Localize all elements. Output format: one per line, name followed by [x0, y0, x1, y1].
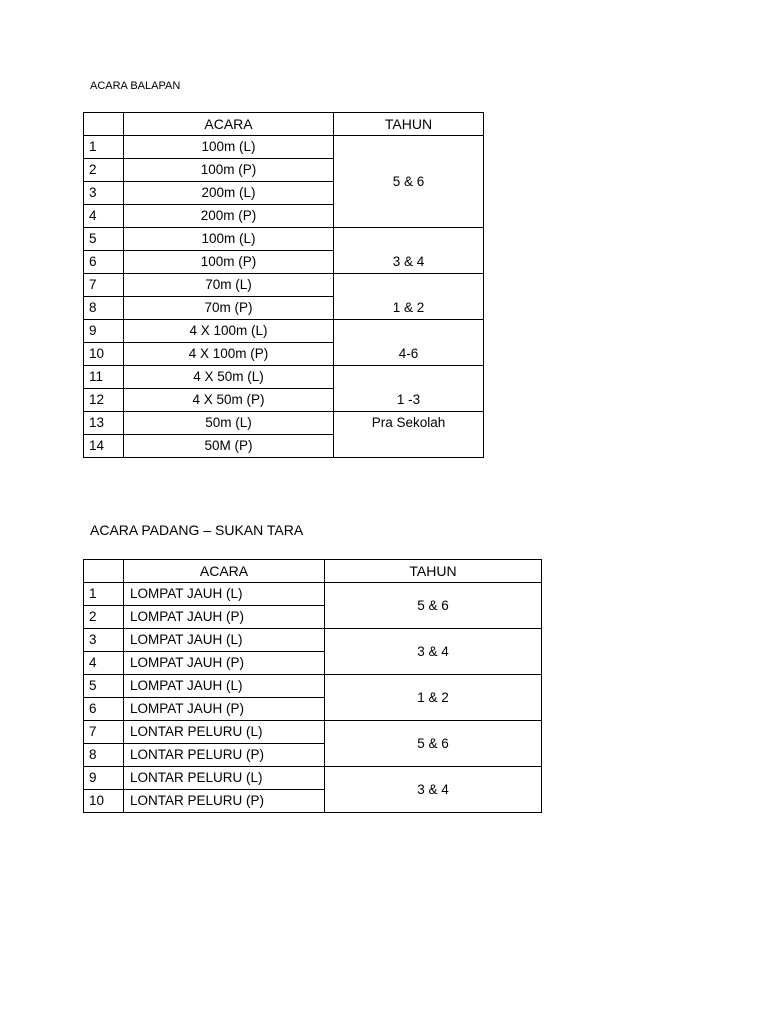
table-row: [84, 583, 542, 606]
row-acara: 100m (L): [124, 228, 334, 251]
tahun-group: 4-6: [334, 320, 484, 366]
balapan-title: ACARA BALAPAN: [90, 80, 181, 92]
table-header-row: [84, 113, 484, 136]
tahun-group: 3 & 4: [325, 767, 542, 813]
row-number: 11: [84, 366, 124, 389]
table-row: [84, 136, 484, 159]
tahun-group: 1 -3: [334, 366, 484, 412]
row-acara: 50M (P): [124, 435, 334, 458]
row-number: 10: [84, 343, 124, 366]
tahun-group: 5 & 6: [325, 583, 542, 629]
balapan-table: [83, 112, 484, 458]
row-number: 3: [84, 182, 124, 205]
row-number: 9: [84, 320, 124, 343]
row-number: 7: [84, 274, 124, 297]
row-number: 6: [84, 251, 124, 274]
row-number: 7: [84, 721, 124, 744]
table-row: [84, 721, 542, 744]
header-no: [84, 113, 124, 136]
row-number: 5: [84, 675, 124, 698]
row-acara: 200m (L): [124, 182, 334, 205]
row-number: 8: [84, 744, 124, 767]
row-acara: LONTAR PELURU (L): [124, 721, 325, 744]
header-acara: ACARA: [124, 560, 325, 583]
row-number: 2: [84, 606, 124, 629]
row-acara: LOMPAT JAUH (L): [124, 629, 325, 652]
row-number: 5: [84, 228, 124, 251]
row-acara: 70m (P): [124, 297, 334, 320]
row-acara: 4 X 100m (L): [124, 320, 334, 343]
row-acara: LONTAR PELURU (L): [124, 767, 325, 790]
row-number: 12: [84, 389, 124, 412]
row-number: 4: [84, 652, 124, 675]
row-acara: LOMPAT JAUH (P): [124, 652, 325, 675]
tahun-group: 5 & 6: [325, 721, 542, 767]
table-row: [84, 228, 484, 251]
row-acara: 200m (P): [124, 205, 334, 228]
row-acara: 50m (L): [124, 412, 334, 435]
table-row: [84, 366, 484, 389]
row-acara: 4 X 50m (P): [124, 389, 334, 412]
row-acara: LOMPAT JAUH (L): [124, 583, 325, 606]
row-number: 2: [84, 159, 124, 182]
row-acara: 4 X 50m (L): [124, 366, 334, 389]
table-row: [84, 320, 484, 343]
row-acara: 4 X 100m (P): [124, 343, 334, 366]
row-acara: LONTAR PELURU (P): [124, 790, 325, 813]
row-number: 9: [84, 767, 124, 790]
padang-table: [83, 559, 542, 813]
header-tahun: TAHUN: [334, 113, 484, 136]
row-acara: LONTAR PELURU (P): [124, 744, 325, 767]
header-acara: ACARA: [124, 113, 334, 136]
row-number: 4: [84, 205, 124, 228]
tahun-group: Pra Sekolah: [334, 412, 484, 458]
row-acara: 100m (L): [124, 136, 334, 159]
table-row: [84, 767, 542, 790]
row-acara: LOMPAT JAUH (L): [124, 675, 325, 698]
tahun-group: 3 & 4: [334, 228, 484, 274]
row-acara: 70m (L): [124, 274, 334, 297]
table-row: [84, 412, 484, 435]
header-tahun: TAHUN: [325, 560, 542, 583]
row-number: 3: [84, 629, 124, 652]
table-row: [84, 629, 542, 652]
tahun-group: 1 & 2: [325, 675, 542, 721]
padang-title: ACARA PADANG – SUKAN TARA: [90, 522, 304, 538]
row-number: 8: [84, 297, 124, 320]
row-number: 1: [84, 583, 124, 606]
tahun-group: 3 & 4: [325, 629, 542, 675]
row-number: 1: [84, 136, 124, 159]
row-acara: 100m (P): [124, 251, 334, 274]
tahun-group: 5 & 6: [334, 136, 484, 228]
table-row: [84, 274, 484, 297]
row-number: 10: [84, 790, 124, 813]
row-number: 13: [84, 412, 124, 435]
row-acara: LOMPAT JAUH (P): [124, 698, 325, 721]
row-acara: 100m (P): [124, 159, 334, 182]
table-row: [84, 675, 542, 698]
row-acara: LOMPAT JAUH (P): [124, 606, 325, 629]
tahun-group: 1 & 2: [334, 274, 484, 320]
header-no: [84, 560, 124, 583]
table-header-row: [84, 560, 542, 583]
row-number: 6: [84, 698, 124, 721]
row-number: 14: [84, 435, 124, 458]
